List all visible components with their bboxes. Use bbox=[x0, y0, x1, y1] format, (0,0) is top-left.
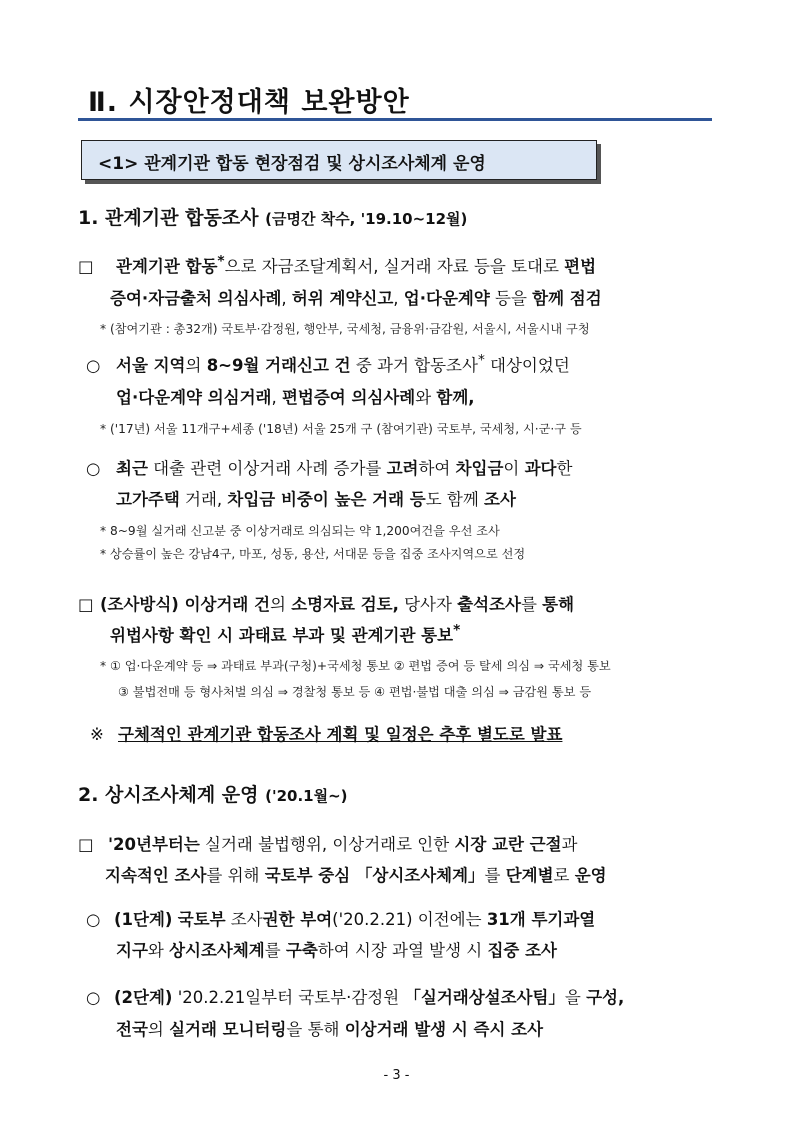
text: 와 bbox=[415, 388, 437, 407]
text: 관계기관 합동 bbox=[116, 257, 218, 276]
s1-circle-1-line-1 bbox=[86, 352, 570, 376]
text: , bbox=[271, 388, 282, 407]
text: 31개 투기과열 bbox=[486, 910, 596, 929]
text: 차입금 비중이 높은 거래 등 bbox=[227, 490, 426, 509]
circle-bullet-icon: ○ bbox=[86, 459, 101, 478]
text: 함께, bbox=[436, 388, 475, 407]
text: '20년부터는 bbox=[108, 835, 200, 854]
page-number: - 3 - bbox=[383, 1068, 410, 1083]
page-title: Ⅱ. 시장안정대책 보완방안 bbox=[88, 87, 410, 118]
section-box-heading bbox=[81, 140, 597, 180]
text: 과다 bbox=[524, 459, 557, 478]
text: 단계별 bbox=[505, 866, 554, 885]
s2-circle-1-line-2 bbox=[116, 937, 557, 961]
text: 실거래 불법행위, 이상거래로 인한 bbox=[199, 835, 455, 854]
text: 의 bbox=[185, 356, 207, 375]
s1-circle-2-line-1 bbox=[86, 455, 572, 479]
text: , bbox=[281, 289, 292, 308]
text: 구성, bbox=[586, 988, 625, 1007]
section-2-title: 2. 상시조사체계 운영 bbox=[78, 784, 259, 806]
footnote-mark: * bbox=[477, 352, 485, 369]
s1-circle-2-note-1: * 8~9월 실거래 신고분 중 이상거래로 의심되는 약 1,200여건을 우선 조사 bbox=[100, 524, 500, 538]
text: 서울 지역 bbox=[116, 356, 186, 375]
s1-circle-1-note: * ('17년) 서울 11개구+세종 ('18년) 서울 25개 구 (참여기관) 국토부, 국세청, 시·군·구 등 bbox=[100, 422, 582, 436]
s1-bullet-1-note: * (참여기관 : 총32개) 국토부·감정원, 행안부, 국세청, 금융위·금감원, 서울시, 서울시내 구청 bbox=[100, 322, 590, 336]
section-1-period: (금명간 착수, '19.10~12월) bbox=[265, 210, 468, 228]
s1-reference-note bbox=[90, 721, 562, 745]
text: 지속적인 조사 bbox=[105, 866, 207, 885]
text: 출석조사 bbox=[457, 595, 521, 614]
text: 「실거래상설조사팀」 bbox=[404, 988, 565, 1007]
text: 소명자료 검토, bbox=[291, 595, 399, 614]
text: 증여·자금출처 의심사례 bbox=[110, 289, 282, 308]
text: 으로 자금조달계획서, 실거래 자료 등을 토대로 bbox=[224, 257, 565, 276]
text: (2단계) bbox=[114, 988, 173, 1007]
text: 를 bbox=[484, 866, 506, 885]
text: 을 통해 bbox=[286, 1020, 345, 1039]
text: 집중 조사 bbox=[487, 941, 557, 960]
text: 조사 bbox=[225, 910, 263, 929]
s1-bullet-2-line-2 bbox=[110, 622, 460, 646]
s1-bullet-2-line-1 bbox=[78, 591, 574, 615]
text: 시장 교란 근절 bbox=[454, 835, 562, 854]
text: 이 bbox=[503, 459, 525, 478]
text: 편법증여 의심사례 bbox=[281, 388, 416, 407]
text: 실거래 모니터링 bbox=[169, 1020, 287, 1039]
text: 고가주택 bbox=[116, 490, 180, 509]
text: '20.2.21일부터 국토부·감정원 bbox=[172, 988, 405, 1007]
text: 국토부 중심 「상시조사체계」 bbox=[264, 866, 485, 885]
s1-circle-2-note-2: * 상승률이 높은 강남4구, 마포, 성동, 용산, 서대문 등을 집중 조사지역으로 선정 bbox=[100, 547, 526, 561]
text: 과 bbox=[561, 835, 578, 854]
circle-bullet-icon: ○ bbox=[86, 356, 101, 375]
section-2-heading bbox=[78, 780, 348, 807]
s2-circle-2-line-1 bbox=[86, 984, 624, 1008]
text: 이상거래 발생 시 즉시 조사 bbox=[344, 1020, 544, 1039]
text: 하여 시장 과열 발생 시 bbox=[317, 941, 488, 960]
square-bullet-icon: □ bbox=[78, 257, 94, 276]
text: 최근 bbox=[116, 459, 148, 478]
s1-circle-1-line-2 bbox=[116, 384, 475, 408]
section-2-period: ('20.1월~) bbox=[265, 787, 348, 805]
text: 를 bbox=[520, 595, 543, 614]
text: 구축 bbox=[285, 941, 318, 960]
text: 를 bbox=[264, 941, 286, 960]
text: (조사방식) bbox=[100, 595, 179, 614]
text: 한 bbox=[556, 459, 573, 478]
text: 편법 bbox=[564, 257, 597, 276]
text: 위법사항 확인 시 과태료 부과 및 관계기관 통보 bbox=[110, 626, 454, 645]
text: 대상이었던 bbox=[484, 356, 570, 375]
text: 대출 관련 이상거래 사례 증가를 bbox=[147, 459, 387, 478]
text: 의 bbox=[147, 1020, 170, 1039]
section-box-heading-text: <1> 관계기관 합동 현장점검 및 상시조사체계 운영 bbox=[98, 154, 486, 174]
text: (1단계) bbox=[114, 910, 173, 929]
section-1-title: 1. 관계기관 합동조사 bbox=[78, 207, 259, 229]
text: 차입금 bbox=[455, 459, 504, 478]
s1-bullet-1-line-2 bbox=[110, 285, 602, 309]
text: 통해 bbox=[542, 595, 575, 614]
text: 고려 bbox=[386, 459, 419, 478]
text: 전국 bbox=[116, 1020, 148, 1039]
text: 8~9월 거래신고 건 bbox=[206, 356, 351, 375]
circle-bullet-icon: ○ bbox=[86, 988, 101, 1007]
text: 허위 계약신고 bbox=[291, 289, 394, 308]
text: 구체적인 관계기관 합동조사 계획 및 일정은 추후 별도로 발표 bbox=[118, 725, 563, 744]
reference-mark-icon: ※ bbox=[90, 725, 104, 744]
text: 하여 bbox=[418, 459, 456, 478]
square-bullet-icon: □ bbox=[78, 595, 94, 614]
text: 이상거래 건 bbox=[178, 595, 271, 614]
s2-circle-1-line-1 bbox=[86, 906, 595, 930]
circle-bullet-icon: ○ bbox=[86, 910, 101, 929]
text: 권한 부여 bbox=[262, 910, 333, 929]
text: 로 bbox=[553, 866, 575, 885]
text: , bbox=[393, 289, 404, 308]
footnote-mark: * bbox=[453, 622, 461, 639]
text: 지구 bbox=[116, 941, 148, 960]
text: 업·다운계약 bbox=[403, 289, 490, 308]
s1-circle-2-line-2 bbox=[116, 486, 516, 510]
footnote-mark: * bbox=[217, 253, 225, 270]
text: 운영 bbox=[574, 866, 607, 885]
text: 를 위해 bbox=[206, 866, 265, 885]
text: 거래, bbox=[179, 490, 228, 509]
text: 등을 bbox=[489, 289, 533, 308]
text: 도 함께 bbox=[425, 490, 485, 509]
s2-circle-2-line-2 bbox=[116, 1016, 543, 1040]
text: 중 과거 합동조사 bbox=[350, 356, 478, 375]
text: 와 bbox=[147, 941, 170, 960]
s1-bullet-2-note-1: * ① 업·다운계약 등 ⇒ 과태료 부과(구청)+국세청 통보 ② 편법 증여 등 탈세 의심 ⇒ 국세청 통보 bbox=[100, 659, 611, 673]
text: 업·다운계약 의심거래 bbox=[116, 388, 272, 407]
square-bullet-icon: □ bbox=[78, 835, 94, 854]
text: 국토부 bbox=[177, 910, 226, 929]
s2-bullet-1-line-2 bbox=[105, 862, 607, 886]
title-underline bbox=[78, 118, 712, 121]
text: 조사 bbox=[484, 490, 516, 509]
text: 상시조사체계 bbox=[169, 941, 265, 960]
text: 의 bbox=[270, 595, 292, 614]
s1-bullet-1-line-1 bbox=[78, 253, 596, 277]
s1-bullet-2-note-2: ③ 불법전매 등 형사처벌 의심 ⇒ 경찰청 통보 등 ④ 편법·불법 대출 의심 ⇒ 금감원 통보 등 bbox=[118, 685, 592, 699]
s2-bullet-1-line-1 bbox=[78, 831, 577, 855]
text: 을 bbox=[564, 988, 587, 1007]
text: 당사자 bbox=[398, 595, 458, 614]
section-1-heading bbox=[78, 203, 467, 230]
text: 함께 점검 bbox=[532, 289, 602, 308]
text: ('20.2.21) 이전에는 bbox=[332, 910, 487, 929]
